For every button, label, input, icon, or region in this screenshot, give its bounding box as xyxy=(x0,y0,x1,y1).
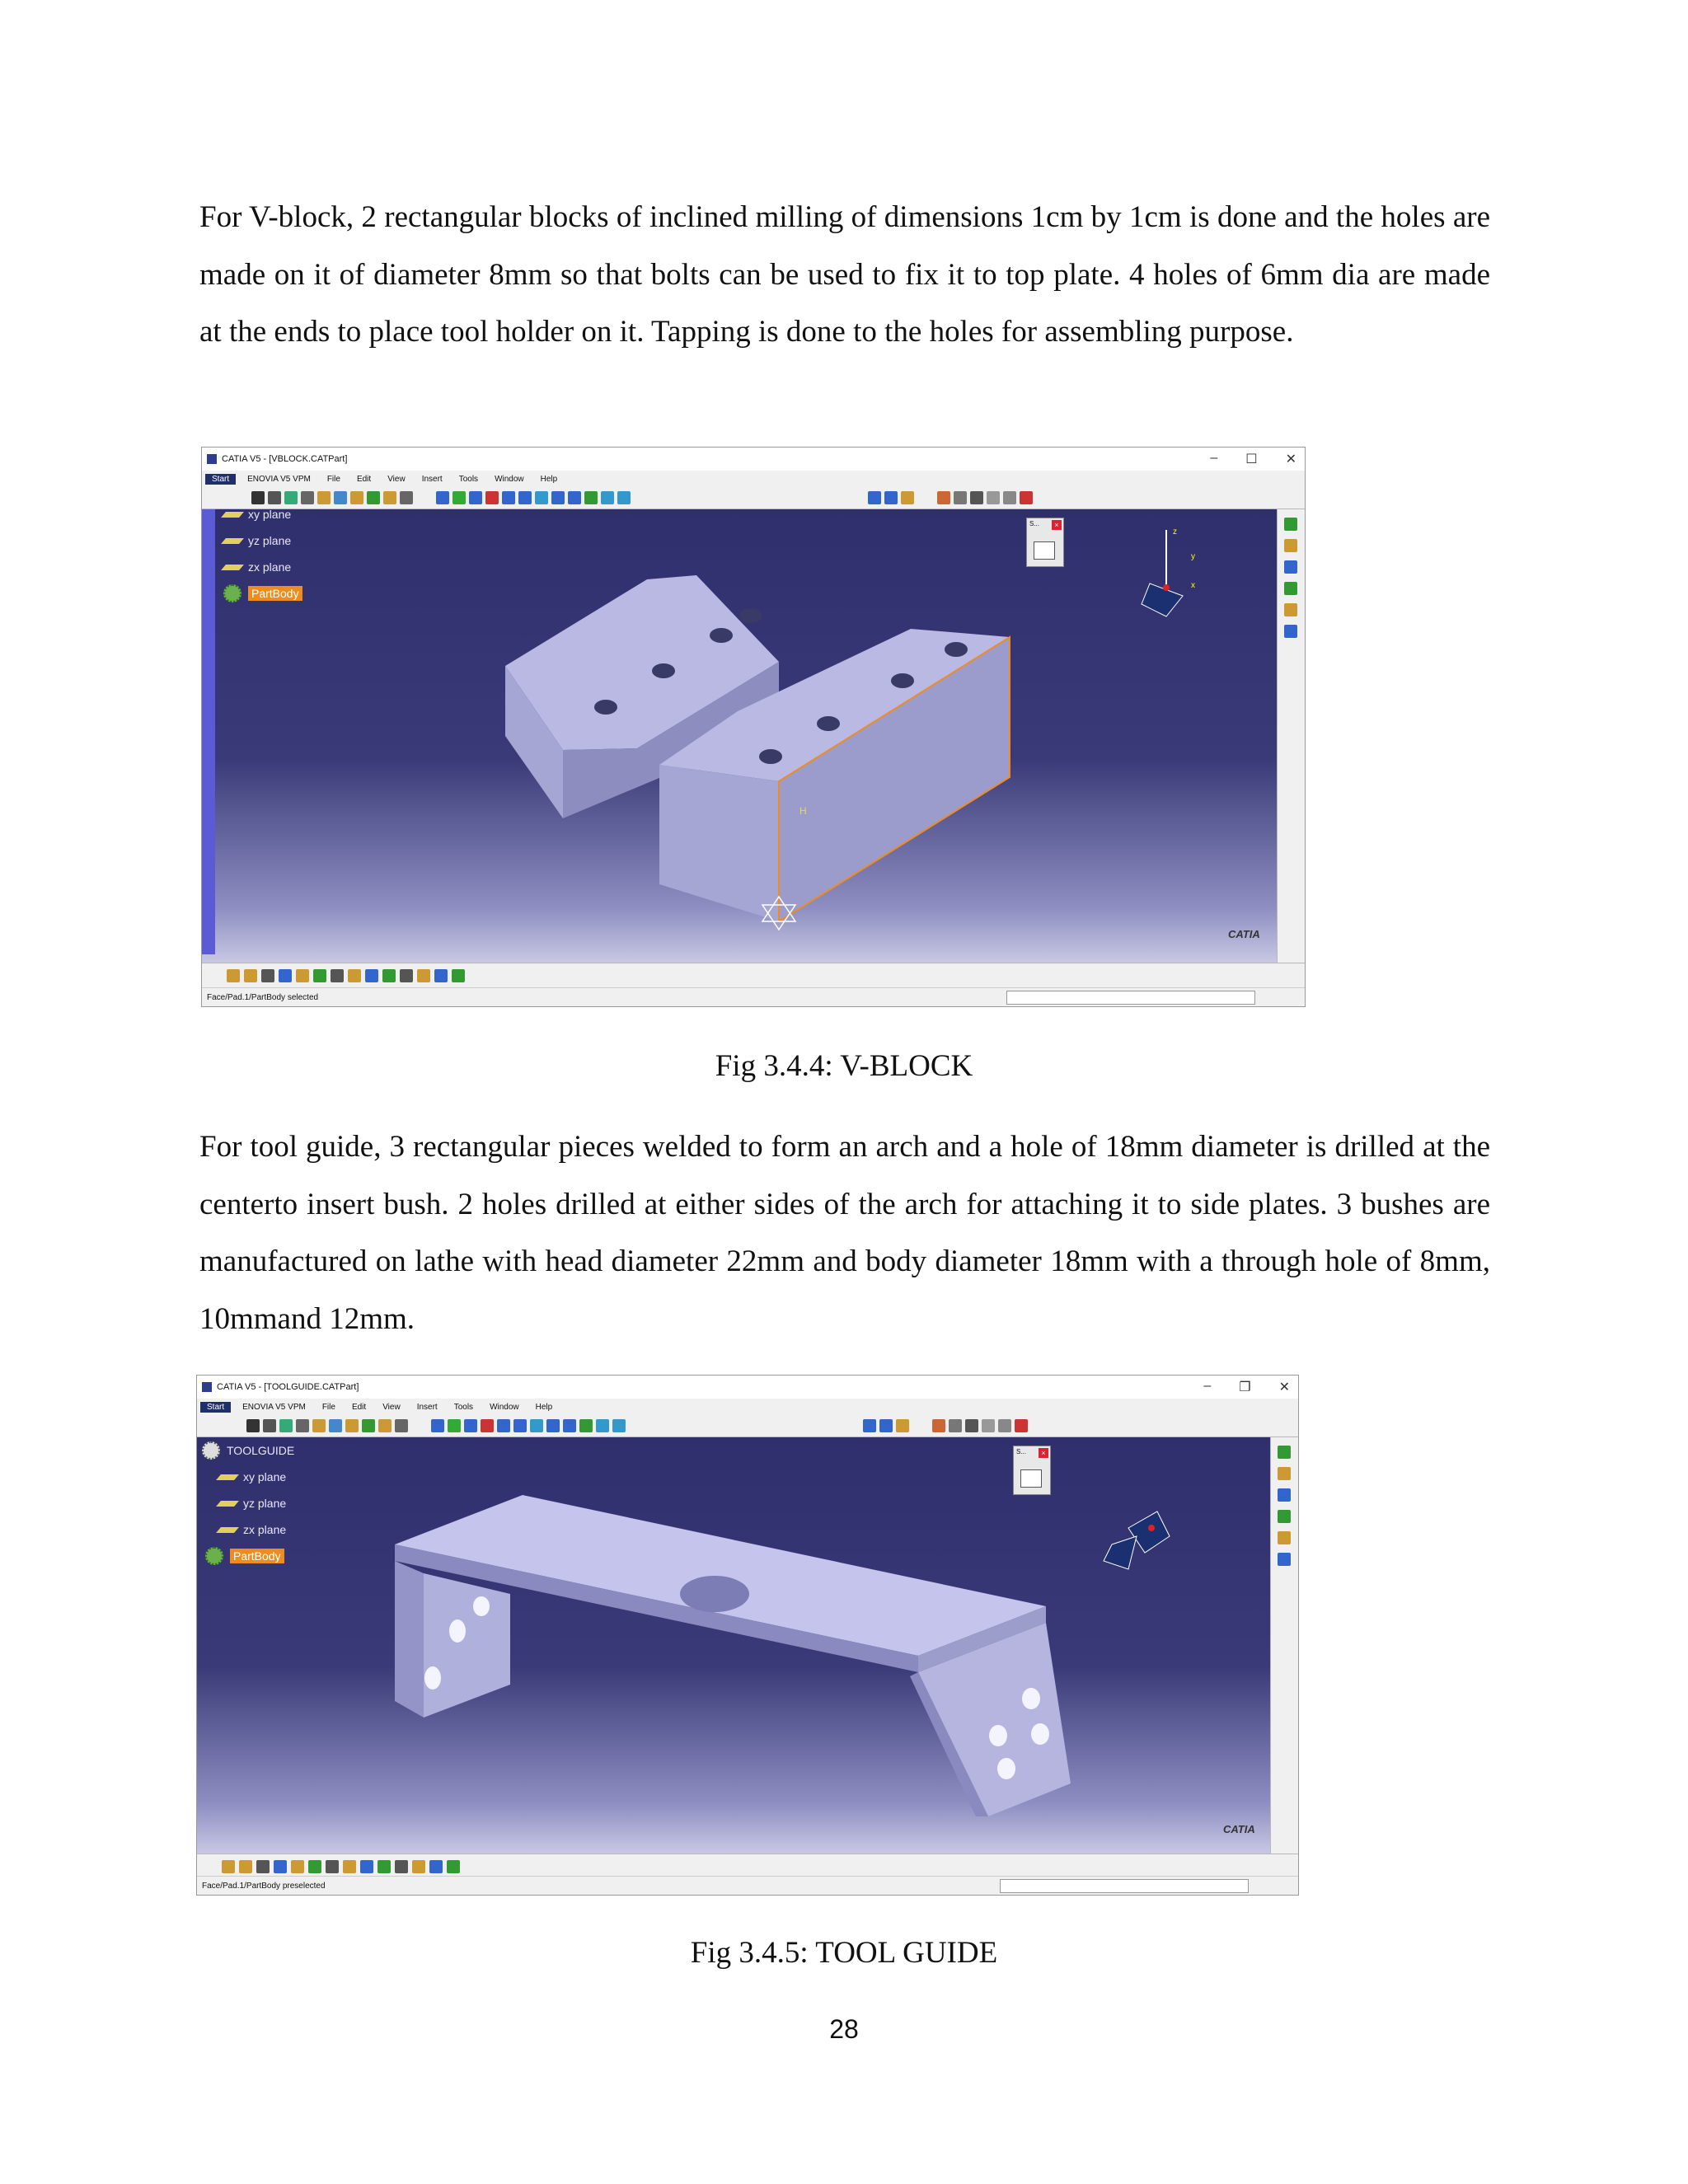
hole xyxy=(759,749,782,764)
pad-icon[interactable] xyxy=(279,1419,293,1432)
menu-enovia[interactable]: ENOVIA V5 VPM xyxy=(242,1402,306,1412)
zoom-in-icon[interactable] xyxy=(497,1419,510,1432)
select-icon[interactable] xyxy=(1284,539,1297,552)
status-text: Face/Pad.1/PartBody selected xyxy=(207,992,319,1002)
tree-item-partbody[interactable]: PartBody xyxy=(202,1543,294,1569)
normal-view-icon[interactable] xyxy=(535,491,548,504)
zoom-out-icon[interactable] xyxy=(513,1419,527,1432)
menu-help[interactable]: Help xyxy=(535,1402,553,1412)
analysis-icon[interactable] xyxy=(1284,582,1297,595)
catalog-icon[interactable] xyxy=(1015,1419,1028,1432)
measure-tool-icon[interactable] xyxy=(447,1860,460,1873)
hole xyxy=(891,673,914,688)
thread-icon[interactable] xyxy=(308,1860,321,1873)
menu-file[interactable]: File xyxy=(321,1402,335,1412)
apply-material-icon[interactable] xyxy=(965,1419,978,1432)
pattern-icon[interactable] xyxy=(377,1860,391,1873)
measure-icon[interactable] xyxy=(937,491,950,504)
hole xyxy=(1031,1723,1049,1745)
translate-icon[interactable] xyxy=(331,969,344,982)
minimize-icon[interactable]: – xyxy=(1203,1379,1212,1393)
popup-sketch-icon[interactable] xyxy=(1034,541,1055,560)
shaft-icon[interactable] xyxy=(317,491,331,504)
hole xyxy=(473,1596,490,1616)
tree-item-xy-plane[interactable]: xy plane xyxy=(202,1464,294,1490)
menu-tools[interactable]: Tools xyxy=(458,474,479,484)
inertia-icon[interactable] xyxy=(949,1419,962,1432)
rotate-feature-icon[interactable] xyxy=(348,969,361,982)
shell-icon[interactable] xyxy=(279,969,292,982)
swap-space-icon[interactable] xyxy=(601,491,614,504)
sketcher-popup[interactable] xyxy=(1026,518,1064,567)
hole xyxy=(449,1619,466,1643)
catia-window-toolguide xyxy=(196,1375,1299,1896)
quick-view-icon[interactable] xyxy=(546,1419,560,1432)
point-icon[interactable] xyxy=(868,491,881,504)
sketch-icon[interactable] xyxy=(1284,518,1297,531)
line-icon[interactable] xyxy=(879,1419,893,1432)
chamfer-icon[interactable] xyxy=(244,969,257,982)
surface-icon[interactable] xyxy=(434,969,448,982)
maximize-icon[interactable]: ☐ xyxy=(1245,452,1258,466)
window-title: CATIA V5 - [TOOLGUIDE.CATPart] xyxy=(217,1382,359,1392)
menu-start[interactable]: Start xyxy=(205,474,236,485)
chamfer-icon[interactable] xyxy=(239,1860,252,1873)
left-leg-front xyxy=(395,1561,424,1718)
material-icon[interactable] xyxy=(1278,1531,1291,1544)
groove-icon[interactable] xyxy=(329,1419,342,1432)
menu-start[interactable]: Start xyxy=(200,1402,231,1413)
title-bar xyxy=(202,448,1305,471)
hole xyxy=(652,663,675,678)
rotate-icon[interactable] xyxy=(485,491,499,504)
render-icon[interactable] xyxy=(617,491,631,504)
plane-icon[interactable] xyxy=(901,491,914,504)
apply-material-icon[interactable] xyxy=(970,491,983,504)
draft-icon[interactable] xyxy=(261,969,274,982)
measure-tool-icon[interactable] xyxy=(452,969,465,982)
sketch-plane-icon[interactable] xyxy=(263,1419,276,1432)
hole xyxy=(594,700,617,715)
inertia-icon[interactable] xyxy=(954,491,967,504)
menu-window[interactable]: Window xyxy=(490,1402,519,1412)
tools-icon[interactable] xyxy=(982,1419,995,1432)
normal-view-icon[interactable] xyxy=(530,1419,543,1432)
boolean-icon[interactable] xyxy=(395,1860,408,1873)
catia-app-icon xyxy=(207,454,217,464)
axis-label-x: x xyxy=(1191,581,1195,590)
shaft-icon[interactable] xyxy=(312,1419,326,1432)
thickness-icon[interactable] xyxy=(291,1860,304,1873)
stiffener-icon[interactable] xyxy=(400,491,413,504)
menu-tools[interactable]: Tools xyxy=(453,1402,474,1412)
help-icon[interactable] xyxy=(998,1419,1011,1432)
menu-enovia[interactable]: ENOVIA V5 VPM xyxy=(247,474,311,484)
hole xyxy=(424,1666,441,1690)
right-toolbar xyxy=(1270,1437,1297,1862)
point-icon[interactable] xyxy=(863,1419,876,1432)
draft-icon[interactable] xyxy=(256,1860,270,1873)
measure-icon[interactable] xyxy=(932,1419,945,1432)
line-icon[interactable] xyxy=(884,491,898,504)
popup-close-icon[interactable]: × xyxy=(1039,1448,1048,1458)
command-input[interactable] xyxy=(1006,991,1255,1005)
tree-item-zx-plane[interactable]: zx plane xyxy=(223,554,302,580)
menu-edit[interactable]: Edit xyxy=(356,474,372,484)
paragraph-vblock: For V-block, 2 rectangular blocks of inclined milling of dimensions 1cm by 1cm is done and the holes are made on it of diameter 8mm so that bolts can be used to fix it to top plate. 4 holes of 6mm dia are made at the ends to place tool holder on it. Tapping is done to the holes for assembling purpose. xyxy=(199,200,1490,349)
mirror-icon[interactable] xyxy=(365,969,378,982)
top-toolbar xyxy=(197,1415,1298,1437)
paragraph-toolguide: For tool guide, 3 rectangular pieces welded to form an arch and a hole of 18mm diameter is drilled at the centerto insert bush. 2 holes drilled at either sides of the arch for attaching it to side plates. 3 bushes are manufactured on lathe with head diameter 22mm and body diameter 18mm with a through hole of 8mm, 10mmand 12mm. xyxy=(199,1130,1490,1336)
sketcher-popup[interactable] xyxy=(1013,1446,1051,1495)
bottom-toolbar xyxy=(202,963,1305,988)
hole xyxy=(1022,1688,1040,1709)
help-icon[interactable] xyxy=(1003,491,1016,504)
select-icon[interactable] xyxy=(1278,1467,1291,1480)
hole xyxy=(997,1758,1015,1779)
page-number: 28 xyxy=(829,2014,859,2044)
hole xyxy=(945,642,968,657)
surface-icon[interactable] xyxy=(429,1860,443,1873)
catia-window-vblock xyxy=(201,447,1306,1007)
hole xyxy=(817,716,840,731)
body-icon[interactable] xyxy=(1284,625,1297,638)
status-bar xyxy=(197,1876,1298,1895)
hole xyxy=(739,608,762,623)
figure-caption-vblock: Fig 3.4.4: V-BLOCK xyxy=(715,1049,973,1083)
zoom-out-icon[interactable] xyxy=(518,491,532,504)
stiffener-icon[interactable] xyxy=(395,1419,408,1432)
axis-label-z: z xyxy=(1173,527,1177,537)
hole xyxy=(710,628,733,643)
menu-bar xyxy=(197,1399,1298,1415)
3d-viewport[interactable] xyxy=(197,1437,1270,1854)
vblock-right-front xyxy=(659,765,779,921)
fillet-icon[interactable] xyxy=(227,969,240,982)
rotate-icon[interactable] xyxy=(481,1419,494,1432)
3d-viewport[interactable] xyxy=(202,509,1277,963)
fit-all-icon[interactable] xyxy=(452,491,466,504)
analysis-icon[interactable] xyxy=(1278,1510,1291,1523)
bush-hole xyxy=(680,1576,749,1612)
rotate-feature-icon[interactable] xyxy=(343,1860,356,1873)
menu-view[interactable]: View xyxy=(387,474,406,484)
rib-icon[interactable] xyxy=(362,1419,375,1432)
mirror-icon[interactable] xyxy=(360,1860,373,1873)
tools-icon[interactable] xyxy=(987,491,1000,504)
pocket-icon[interactable] xyxy=(296,1419,309,1432)
point-icon[interactable] xyxy=(1284,560,1297,574)
slot-icon[interactable] xyxy=(378,1419,392,1432)
pattern-icon[interactable] xyxy=(382,969,396,982)
restore-icon[interactable]: ❐ xyxy=(1239,1380,1251,1394)
thread-icon[interactable] xyxy=(313,969,326,982)
slot-icon[interactable] xyxy=(383,491,396,504)
split-icon[interactable] xyxy=(412,1860,425,1873)
shading-icon[interactable] xyxy=(563,1419,576,1432)
split-icon[interactable] xyxy=(417,969,430,982)
point-icon[interactable] xyxy=(1278,1488,1291,1502)
menu-bar xyxy=(202,471,1305,487)
rib-icon[interactable] xyxy=(367,491,380,504)
fit-all-icon[interactable] xyxy=(448,1419,461,1432)
menu-insert[interactable]: Insert xyxy=(416,1402,438,1412)
popup-label: S... xyxy=(1029,520,1040,527)
menu-insert[interactable]: Insert xyxy=(421,474,443,484)
sketch-icon[interactable] xyxy=(1278,1446,1291,1459)
menu-file[interactable]: File xyxy=(326,474,340,484)
pocket-icon[interactable] xyxy=(301,491,314,504)
swap-space-icon[interactable] xyxy=(596,1419,609,1432)
catia-logo: CATIA xyxy=(1228,928,1260,940)
figure-caption-toolguide: Fig 3.4.5: TOOL GUIDE xyxy=(690,1936,998,1970)
body-icon[interactable] xyxy=(1278,1553,1291,1566)
compass-icon xyxy=(1104,1511,1170,1569)
window-title: CATIA V5 - [VBLOCK.CATPart] xyxy=(222,454,348,464)
tree-item-partbody[interactable]: PartBody xyxy=(223,580,302,607)
hide-show-icon[interactable] xyxy=(584,491,598,504)
groove-icon[interactable] xyxy=(334,491,347,504)
right-toolbar xyxy=(1277,509,1304,971)
status-bar xyxy=(202,987,1305,1006)
sketch-icon[interactable] xyxy=(246,1419,260,1432)
toolguide-model xyxy=(197,1437,1270,1854)
title-bar xyxy=(197,1376,1298,1399)
popup-close-icon[interactable]: × xyxy=(1052,520,1062,530)
menu-edit[interactable]: Edit xyxy=(351,1402,367,1412)
pan-icon[interactable] xyxy=(469,491,482,504)
fillet-icon[interactable] xyxy=(222,1860,235,1873)
catia-app-icon xyxy=(202,1382,212,1392)
close-icon[interactable]: ✕ xyxy=(1278,1380,1290,1394)
fly-icon[interactable] xyxy=(431,1419,444,1432)
menu-window[interactable]: Window xyxy=(495,474,524,484)
translate-icon[interactable] xyxy=(326,1860,339,1873)
quick-view-icon[interactable] xyxy=(551,491,565,504)
material-icon[interactable] xyxy=(1284,603,1297,616)
menu-help[interactable]: Help xyxy=(540,474,558,484)
hide-show-icon[interactable] xyxy=(579,1419,593,1432)
hole xyxy=(989,1725,1007,1746)
tree-item-xy-plane[interactable]: xy plane xyxy=(223,501,302,527)
close-icon[interactable]: ✕ xyxy=(1285,452,1296,466)
tree-item-yz-plane[interactable]: yz plane xyxy=(202,1490,294,1516)
menu-view[interactable]: View xyxy=(382,1402,401,1412)
left-leg-side xyxy=(424,1573,510,1718)
tree-item-yz-plane[interactable]: yz plane xyxy=(223,527,302,554)
zoom-in-icon[interactable] xyxy=(502,491,515,504)
popup-sketch-icon[interactable] xyxy=(1020,1469,1042,1488)
render-icon[interactable] xyxy=(612,1419,626,1432)
plane-icon[interactable] xyxy=(896,1419,909,1432)
axis-label-y: y xyxy=(1191,552,1195,561)
minimize-icon[interactable]: – xyxy=(1210,451,1218,465)
dimension-label: H xyxy=(799,805,807,817)
shell-icon[interactable] xyxy=(274,1860,287,1873)
pan-icon[interactable] xyxy=(464,1419,477,1432)
fly-icon[interactable] xyxy=(436,491,449,504)
compass-icon xyxy=(1142,527,1195,616)
catalog-icon[interactable] xyxy=(1020,491,1033,504)
thickness-icon[interactable] xyxy=(296,969,309,982)
tree-item-zx-plane[interactable]: zx plane xyxy=(202,1516,294,1543)
hole-icon[interactable] xyxy=(350,491,363,504)
vblock-model xyxy=(202,509,1277,963)
hole-icon[interactable] xyxy=(345,1419,359,1432)
tree-item-toolguide[interactable]: TOOLGUIDE xyxy=(202,1437,294,1464)
boolean-icon[interactable] xyxy=(400,969,413,982)
top-toolbar xyxy=(202,487,1305,509)
popup-label: S... xyxy=(1016,1448,1027,1455)
shading-icon[interactable] xyxy=(568,491,581,504)
command-input[interactable] xyxy=(1000,1879,1249,1893)
status-text: Face/Pad.1/PartBody preselected xyxy=(202,1881,326,1891)
catia-logo: CATIA xyxy=(1223,1823,1255,1835)
